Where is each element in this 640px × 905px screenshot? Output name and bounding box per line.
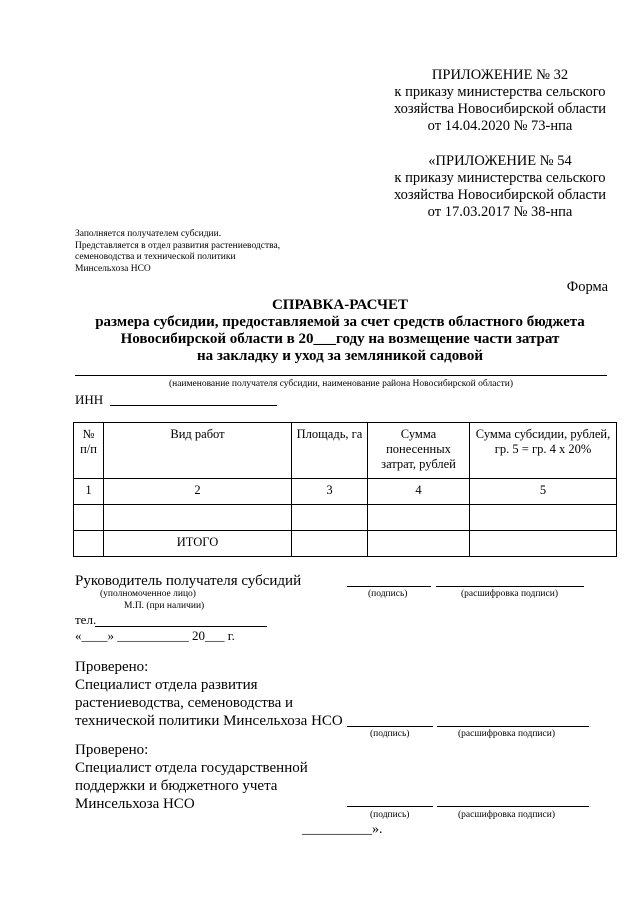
check1-signature-line[interactable] xyxy=(347,726,433,727)
check1-line2: растениеводства, семеноводства и xyxy=(75,695,294,711)
appendix-1-line1: к приказу министерства сельского xyxy=(394,84,606,100)
calculation-table xyxy=(73,422,617,557)
closing-mark: __________». xyxy=(302,822,383,837)
document-subtitle-2: Новосибирской области в 20___году на возмещение части затрат xyxy=(120,331,560,347)
inn-field[interactable] xyxy=(110,405,277,406)
note-line3: семеноводства и технической политики xyxy=(75,252,236,262)
header-subsidy: Сумма субсидии, рублей, гр. 5 = гр. 4 х 20% xyxy=(470,423,617,479)
document-subtitle-1: размера субсидии, предоставляемой за счет средств областного бюджета xyxy=(95,314,585,330)
check1-line1: Специалист отдела развития xyxy=(75,677,258,693)
col-number-1: 1 xyxy=(74,479,104,505)
phone-label: тел. xyxy=(75,612,97,627)
check1-label: Проверено: xyxy=(75,659,149,675)
check2-label: Проверено: xyxy=(75,742,149,758)
appendix-2-title: «ПРИЛОЖЕНИЕ № 54 xyxy=(428,153,572,169)
appendix-1-title: ПРИЛОЖЕНИЕ № 32 xyxy=(431,67,569,83)
table-numbers-row xyxy=(74,479,617,505)
table-cell[interactable] xyxy=(74,531,104,557)
appendix-block-2 xyxy=(360,153,640,221)
header-costs: Сумма понесенных затрат, рублей xyxy=(368,423,470,479)
head-signature-line[interactable] xyxy=(347,586,431,587)
check2-sign-caption: (подпись) xyxy=(370,810,410,820)
header-work-type: Вид работ xyxy=(104,423,292,479)
appendix-2-line1: к приказу министерства сельского xyxy=(394,170,606,186)
note-line4: Минсельхоза НСО xyxy=(75,263,151,274)
head-signature-sub1: (уполномоченное лицо) xyxy=(100,589,196,599)
table-total-row xyxy=(74,531,617,557)
appendix-block-1 xyxy=(360,67,640,135)
table-header-row xyxy=(74,423,617,479)
table-cell[interactable] xyxy=(104,505,292,531)
appendix-1-line2: хозяйства Новосибирской области xyxy=(393,101,607,117)
note-line2: Представляется в отдел развития растениеводства, xyxy=(75,240,281,251)
col-number-5: 5 xyxy=(470,479,617,505)
col-number-4: 4 xyxy=(368,479,470,505)
check1-decode-line[interactable] xyxy=(437,726,589,727)
header-area: Площадь, га xyxy=(292,423,368,479)
table-cell[interactable] xyxy=(368,531,470,557)
table-cell[interactable] xyxy=(470,505,617,531)
check2-line2: поддержки и бюджетного учета xyxy=(75,778,278,794)
table-cell[interactable] xyxy=(470,531,617,557)
col-number-3: 3 xyxy=(292,479,368,505)
filling-note xyxy=(75,229,375,275)
table-row xyxy=(74,505,617,531)
head-decode-line[interactable] xyxy=(436,586,584,587)
check1-decode-caption: (расшифровка подписи) xyxy=(458,729,555,739)
table-cell[interactable] xyxy=(368,505,470,531)
note-line1: Заполняется получателем субсидии. xyxy=(75,229,222,239)
check1-line3: технической политики Минсельхоза НСО xyxy=(75,713,343,729)
table-cell[interactable] xyxy=(292,531,368,557)
inn-label: ИНН xyxy=(75,392,104,407)
phone-field[interactable] xyxy=(95,626,267,627)
check2-signature-line[interactable] xyxy=(347,806,433,807)
head-signature-sub2: М.П. (при наличии) xyxy=(124,601,205,611)
header-number: № п/п xyxy=(74,423,104,479)
form-label: Форма xyxy=(566,279,608,295)
head-signature-label: Руководитель получателя субсидий xyxy=(75,573,302,589)
total-label: ИТОГО xyxy=(104,531,292,557)
check2-decode-caption: (расшифровка подписи) xyxy=(458,810,555,820)
col-number-2: 2 xyxy=(104,479,292,505)
document-title: СПРАВКА-РАСЧЕТ xyxy=(271,297,409,313)
check1-sign-caption: (подпись) xyxy=(370,729,410,739)
appendix-2-line3: от 17.03.2017 № 38-нпа xyxy=(427,204,573,220)
recipient-name-line[interactable] xyxy=(75,375,607,376)
head-decode-caption: (расшифровка подписи) xyxy=(461,589,558,599)
appendix-2-line2: хозяйства Новосибирской области xyxy=(393,187,607,203)
check2-line1: Специалист отдела государственной xyxy=(75,760,308,776)
recipient-caption: (наименование получателя субсидии, наименование района Новосибирской области) xyxy=(168,379,514,389)
appendix-1-line3: от 14.04.2020 № 73-нпа xyxy=(427,118,573,134)
table-cell[interactable] xyxy=(292,505,368,531)
head-sign-caption: (подпись) xyxy=(368,589,408,599)
date-line[interactable]: «____» ___________ 20___ г. xyxy=(75,628,235,643)
table-cell[interactable] xyxy=(74,505,104,531)
document-subtitle-3: на закладку и уход за земляникой садовой xyxy=(196,348,483,364)
check2-line3: Минсельхоза НСО xyxy=(75,796,195,812)
check2-decode-line[interactable] xyxy=(437,806,589,807)
